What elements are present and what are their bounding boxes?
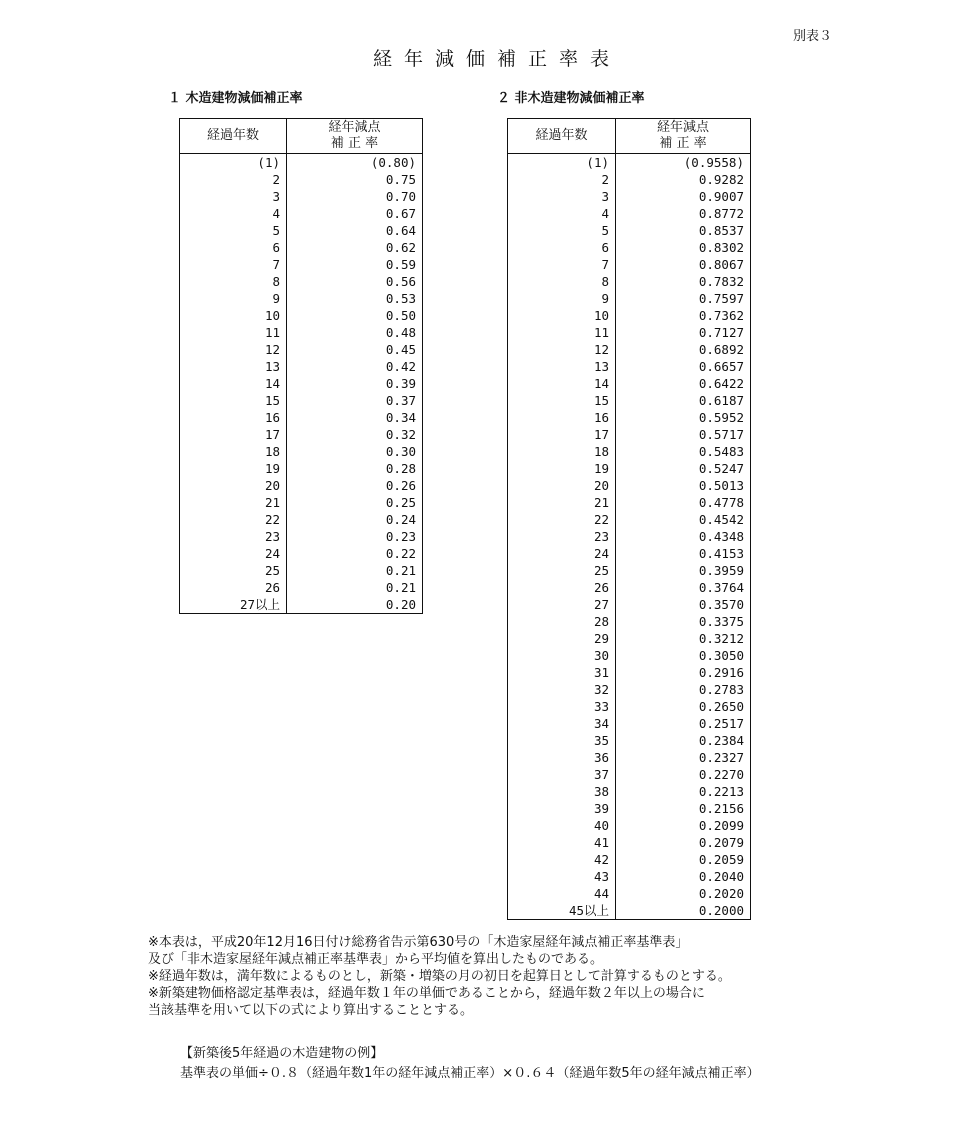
annex-label: 別表３ xyxy=(792,29,832,44)
elapsed-years-cell: 3 xyxy=(508,188,616,205)
table-row xyxy=(508,154,751,172)
elapsed-years-cell: 11 xyxy=(180,324,287,341)
note-line: 当該基準を用いて以下の式により算出することとする。 xyxy=(148,1003,474,1018)
elapsed-years-cell: 9 xyxy=(508,290,616,307)
table-row xyxy=(180,205,423,222)
table-row xyxy=(508,766,751,783)
correction-rate-cell: 0.37 xyxy=(385,393,416,408)
correction-rate-cell: 0.7597 xyxy=(698,291,744,306)
elapsed-years-cell: 23 xyxy=(180,528,287,545)
correction-rate-cell: 0.3212 xyxy=(698,631,744,646)
correction-rate-cell: 0.8537 xyxy=(698,223,744,238)
elapsed-years-cell: 27 xyxy=(508,596,616,613)
table-row xyxy=(508,341,751,358)
correction-rate-cell: 0.9282 xyxy=(698,172,744,187)
elapsed-years-cell: 4 xyxy=(180,205,287,222)
correction-rate-cell: 0.62 xyxy=(385,240,416,255)
elapsed-years-cell: 32 xyxy=(508,681,616,698)
correction-rate-cell: 0.42 xyxy=(385,359,416,374)
table-row xyxy=(508,664,751,681)
table-row xyxy=(180,154,423,172)
elapsed-years-cell: (1) xyxy=(180,154,287,172)
correction-rate-cell: 0.7832 xyxy=(698,274,744,289)
table-row xyxy=(508,409,751,426)
table-row xyxy=(180,256,423,273)
correction-rate-cell: 0.3764 xyxy=(698,580,744,595)
correction-rate-cell: 0.5247 xyxy=(698,461,744,476)
table-row xyxy=(508,392,751,409)
table-row xyxy=(508,511,751,528)
correction-rate-cell: 0.3959 xyxy=(698,563,744,578)
correction-rate-cell: 0.4153 xyxy=(698,546,744,561)
elapsed-years-cell: 24 xyxy=(508,545,616,562)
correction-rate-cell: 0.48 xyxy=(385,325,416,340)
correction-rate-cell: 0.8772 xyxy=(698,206,744,221)
table-row xyxy=(180,494,423,511)
table-row xyxy=(508,715,751,732)
elapsed-years-cell: 16 xyxy=(508,409,616,426)
elapsed-years-cell: 9 xyxy=(180,290,287,307)
elapsed-years-cell: 2 xyxy=(180,171,287,188)
elapsed-years-cell: 8 xyxy=(508,273,616,290)
correction-rate-cell: 0.53 xyxy=(385,291,416,306)
elapsed-years-cell: 7 xyxy=(180,256,287,273)
elapsed-years-cell: 3 xyxy=(180,188,287,205)
table-row xyxy=(508,630,751,647)
correction-rate-cell: 0.45 xyxy=(385,342,416,357)
table-row xyxy=(508,443,751,460)
correction-rate-cell: 0.75 xyxy=(385,172,416,187)
section1-heading: １ 木造建物減価補正率 xyxy=(168,91,303,106)
header-correction-rate xyxy=(616,119,751,154)
nonwooden-depreciation-table xyxy=(507,118,751,920)
elapsed-years-cell: 43 xyxy=(508,868,616,885)
notes xyxy=(148,934,848,1019)
elapsed-years-cell: 6 xyxy=(508,239,616,256)
elapsed-years-cell: 18 xyxy=(180,443,287,460)
correction-rate-cell: 0.2040 xyxy=(698,869,744,884)
table-row xyxy=(180,596,423,614)
table-row xyxy=(508,460,751,477)
correction-rate-cell: 0.2059 xyxy=(698,852,744,867)
table-row xyxy=(180,239,423,256)
table-row xyxy=(508,324,751,341)
correction-rate-cell: 0.3570 xyxy=(698,597,744,612)
elapsed-years-cell: 2 xyxy=(508,171,616,188)
correction-rate-cell: 0.4348 xyxy=(698,529,744,544)
elapsed-years-cell: 15 xyxy=(180,392,287,409)
table-row xyxy=(180,545,423,562)
elapsed-years-cell: 23 xyxy=(508,528,616,545)
correction-rate-cell: 0.67 xyxy=(385,206,416,221)
wooden-table-body xyxy=(180,154,423,614)
table-row xyxy=(508,290,751,307)
table-row xyxy=(180,477,423,494)
elapsed-years-cell: 30 xyxy=(508,647,616,664)
table-header-row xyxy=(508,119,751,154)
correction-rate-cell: 0.25 xyxy=(385,495,416,510)
correction-rate-cell: 0.2079 xyxy=(698,835,744,850)
table-row xyxy=(508,834,751,851)
header-rate-line1: 経年減点 xyxy=(328,120,381,135)
correction-rate-cell: 0.9007 xyxy=(698,189,744,204)
elapsed-years-cell: 33 xyxy=(508,698,616,715)
table-row xyxy=(508,800,751,817)
table-row xyxy=(508,732,751,749)
table-row xyxy=(180,562,423,579)
header-rate-line1: 経年減点 xyxy=(656,120,709,135)
correction-rate-cell: 0.23 xyxy=(385,529,416,544)
correction-rate-cell: 0.21 xyxy=(385,580,416,595)
elapsed-years-cell: 8 xyxy=(180,273,287,290)
elapsed-years-cell: 12 xyxy=(508,341,616,358)
table-row xyxy=(180,171,423,188)
table-row xyxy=(508,477,751,494)
correction-rate-cell: 0.3050 xyxy=(698,648,744,663)
correction-rate-cell: 0.8067 xyxy=(698,257,744,272)
correction-rate-cell: 0.2099 xyxy=(698,818,744,833)
elapsed-years-cell: 22 xyxy=(508,511,616,528)
elapsed-years-cell: 20 xyxy=(180,477,287,494)
table-row xyxy=(180,392,423,409)
correction-rate-cell: 0.30 xyxy=(385,444,416,459)
elapsed-years-cell: 15 xyxy=(508,392,616,409)
table-row xyxy=(180,188,423,205)
elapsed-years-cell: 13 xyxy=(508,358,616,375)
table-row xyxy=(508,698,751,715)
correction-rate-cell: 0.6657 xyxy=(698,359,744,374)
correction-rate-cell: 0.6187 xyxy=(698,393,744,408)
correction-rate-cell: 0.5483 xyxy=(698,444,744,459)
elapsed-years-cell: 20 xyxy=(508,477,616,494)
elapsed-years-cell: 21 xyxy=(508,494,616,511)
table-row xyxy=(508,188,751,205)
elapsed-years-cell: 25 xyxy=(180,562,287,579)
elapsed-years-cell: 17 xyxy=(508,426,616,443)
correction-rate-cell: 0.22 xyxy=(385,546,416,561)
section2-heading: ２ 非木造建物減価補正率 xyxy=(497,91,645,106)
table-row xyxy=(508,494,751,511)
elapsed-years-cell: 31 xyxy=(508,664,616,681)
table-row xyxy=(508,358,751,375)
correction-rate-cell: 0.6422 xyxy=(698,376,744,391)
correction-rate-cell: 0.26 xyxy=(385,478,416,493)
elapsed-years-cell: 34 xyxy=(508,715,616,732)
table-row xyxy=(180,375,423,392)
wooden-depreciation-table xyxy=(179,118,423,614)
table-row xyxy=(180,409,423,426)
table-row xyxy=(180,222,423,239)
correction-rate-cell: 0.8302 xyxy=(698,240,744,255)
elapsed-years-cell: 18 xyxy=(508,443,616,460)
example-formula: 基準表の単価÷０.８（経過年数1年の経年減点補正率）×０.６４（経過年数5年の経年減点補正率） xyxy=(180,1066,760,1081)
elapsed-years-cell: 22 xyxy=(180,511,287,528)
elapsed-years-cell: 36 xyxy=(508,749,616,766)
correction-rate-cell: 0.5717 xyxy=(698,427,744,442)
table-row xyxy=(508,528,751,545)
note-line: ※新築建物価格認定基準表は，経過年数１年の単価であることから，経過年数２年以上の場合に xyxy=(148,986,705,1001)
elapsed-years-cell: 29 xyxy=(508,630,616,647)
correction-rate-cell: 0.5952 xyxy=(698,410,744,425)
table-row xyxy=(508,545,751,562)
elapsed-years-cell: 39 xyxy=(508,800,616,817)
table-row xyxy=(508,596,751,613)
nonwooden-table-body xyxy=(508,154,751,920)
table-row xyxy=(508,647,751,664)
example-title: 【新築後5年経過の木造建物の例】 xyxy=(180,1046,384,1061)
elapsed-years-cell: 26 xyxy=(180,579,287,596)
table-header-row xyxy=(180,119,423,154)
elapsed-years-cell: 26 xyxy=(508,579,616,596)
table-row xyxy=(180,341,423,358)
correction-rate-cell: 0.64 xyxy=(385,223,416,238)
elapsed-years-cell: 12 xyxy=(180,341,287,358)
correction-rate-cell: (0.9558) xyxy=(683,155,744,170)
table-row xyxy=(508,885,751,902)
correction-rate-cell: 0.4542 xyxy=(698,512,744,527)
elapsed-years-cell: 6 xyxy=(180,239,287,256)
elapsed-years-cell: 28 xyxy=(508,613,616,630)
table-row xyxy=(180,324,423,341)
table-row xyxy=(180,579,423,596)
correction-rate-cell: 0.2000 xyxy=(698,903,744,918)
elapsed-years-cell: 45以上 xyxy=(508,902,616,920)
elapsed-years-cell: 14 xyxy=(180,375,287,392)
correction-rate-cell: 0.34 xyxy=(385,410,416,425)
elapsed-years-cell: 25 xyxy=(508,562,616,579)
correction-rate-cell: 0.7362 xyxy=(698,308,744,323)
correction-rate-cell: 0.2384 xyxy=(698,733,744,748)
correction-rate-cell: 0.28 xyxy=(385,461,416,476)
elapsed-years-cell: 21 xyxy=(180,494,287,511)
elapsed-years-cell: 37 xyxy=(508,766,616,783)
elapsed-years-cell: (1) xyxy=(508,154,616,172)
correction-rate-cell: 0.70 xyxy=(385,189,416,204)
header-correction-rate xyxy=(287,119,423,154)
header-elapsed-years: 経過年数 xyxy=(508,119,616,154)
correction-rate-cell: 0.2783 xyxy=(698,682,744,697)
correction-rate-cell: 0.2327 xyxy=(698,750,744,765)
correction-rate-cell: 0.5013 xyxy=(698,478,744,493)
elapsed-years-cell: 41 xyxy=(508,834,616,851)
elapsed-years-cell: 10 xyxy=(180,307,287,324)
correction-rate-cell: 0.24 xyxy=(385,512,416,527)
correction-rate-cell: 0.56 xyxy=(385,274,416,289)
correction-rate-cell: 0.2650 xyxy=(698,699,744,714)
correction-rate-cell: 0.2916 xyxy=(698,665,744,680)
header-rate-line2: 補 正 率 xyxy=(330,136,379,151)
elapsed-years-cell: 7 xyxy=(508,256,616,273)
page-title: 経年減価補正率表 xyxy=(372,48,621,70)
elapsed-years-cell: 19 xyxy=(508,460,616,477)
correction-rate-cell: 0.50 xyxy=(385,308,416,323)
correction-rate-cell: 0.2156 xyxy=(698,801,744,816)
table-row xyxy=(180,290,423,307)
correction-rate-cell: 0.7127 xyxy=(698,325,744,340)
table-row xyxy=(508,256,751,273)
header-elapsed-years: 経過年数 xyxy=(180,119,287,154)
elapsed-years-cell: 10 xyxy=(508,307,616,324)
elapsed-years-cell: 44 xyxy=(508,885,616,902)
table-row xyxy=(508,783,751,800)
table-row xyxy=(180,358,423,375)
elapsed-years-cell: 11 xyxy=(508,324,616,341)
elapsed-years-cell: 17 xyxy=(180,426,287,443)
correction-rate-cell: 0.21 xyxy=(385,563,416,578)
table-row xyxy=(180,511,423,528)
correction-rate-cell: 0.2020 xyxy=(698,886,744,901)
table-row xyxy=(508,562,751,579)
table-row xyxy=(180,443,423,460)
elapsed-years-cell: 4 xyxy=(508,205,616,222)
note-line: ※経過年数は，満年数によるものとし，新築・増築の月の初日を起算日として計算するものとする。 xyxy=(148,969,731,984)
elapsed-years-cell: 16 xyxy=(180,409,287,426)
elapsed-years-cell: 24 xyxy=(180,545,287,562)
elapsed-years-cell: 5 xyxy=(508,222,616,239)
elapsed-years-cell: 35 xyxy=(508,732,616,749)
correction-rate-cell: 0.3375 xyxy=(698,614,744,629)
elapsed-years-cell: 38 xyxy=(508,783,616,800)
elapsed-years-cell: 13 xyxy=(180,358,287,375)
table-row xyxy=(508,579,751,596)
table-row xyxy=(508,307,751,324)
table-row xyxy=(508,273,751,290)
table-row xyxy=(508,375,751,392)
elapsed-years-cell: 19 xyxy=(180,460,287,477)
table-row xyxy=(508,851,751,868)
correction-rate-cell: 0.2517 xyxy=(698,716,744,731)
correction-rate-cell: 0.59 xyxy=(385,257,416,272)
table-row xyxy=(508,817,751,834)
note-line: ※本表は，平成20年12月16日付け総務省告示第630号の「木造家屋経年減点補正率基準表」 xyxy=(148,935,689,950)
table-row xyxy=(508,171,751,188)
correction-rate-cell: 0.6892 xyxy=(698,342,744,357)
table-row xyxy=(180,528,423,545)
table-row xyxy=(180,273,423,290)
correction-rate-cell: 0.39 xyxy=(385,376,416,391)
table-row xyxy=(508,613,751,630)
table-row xyxy=(508,205,751,222)
table-row xyxy=(508,749,751,766)
note-line: 及び「非木造家屋経年減点補正率基準表」から平均値を算出したものである。 xyxy=(148,952,604,967)
table-row xyxy=(508,222,751,239)
elapsed-years-cell: 40 xyxy=(508,817,616,834)
table-row xyxy=(508,681,751,698)
correction-rate-cell: 0.2213 xyxy=(698,784,744,799)
table-row xyxy=(508,426,751,443)
elapsed-years-cell: 42 xyxy=(508,851,616,868)
correction-rate-cell: 0.20 xyxy=(385,597,416,612)
correction-rate-cell: 0.32 xyxy=(385,427,416,442)
elapsed-years-cell: 5 xyxy=(180,222,287,239)
correction-rate-cell: 0.2270 xyxy=(698,767,744,782)
elapsed-years-cell: 14 xyxy=(508,375,616,392)
table-row xyxy=(180,460,423,477)
table-row xyxy=(508,239,751,256)
elapsed-years-cell: 27以上 xyxy=(180,596,287,614)
table-row xyxy=(508,868,751,885)
table-row xyxy=(508,902,751,920)
correction-rate-cell: 0.4778 xyxy=(698,495,744,510)
table-row xyxy=(180,307,423,324)
header-rate-line2: 補 正 率 xyxy=(659,136,707,151)
correction-rate-cell: (0.80) xyxy=(370,155,416,170)
table-row xyxy=(180,426,423,443)
